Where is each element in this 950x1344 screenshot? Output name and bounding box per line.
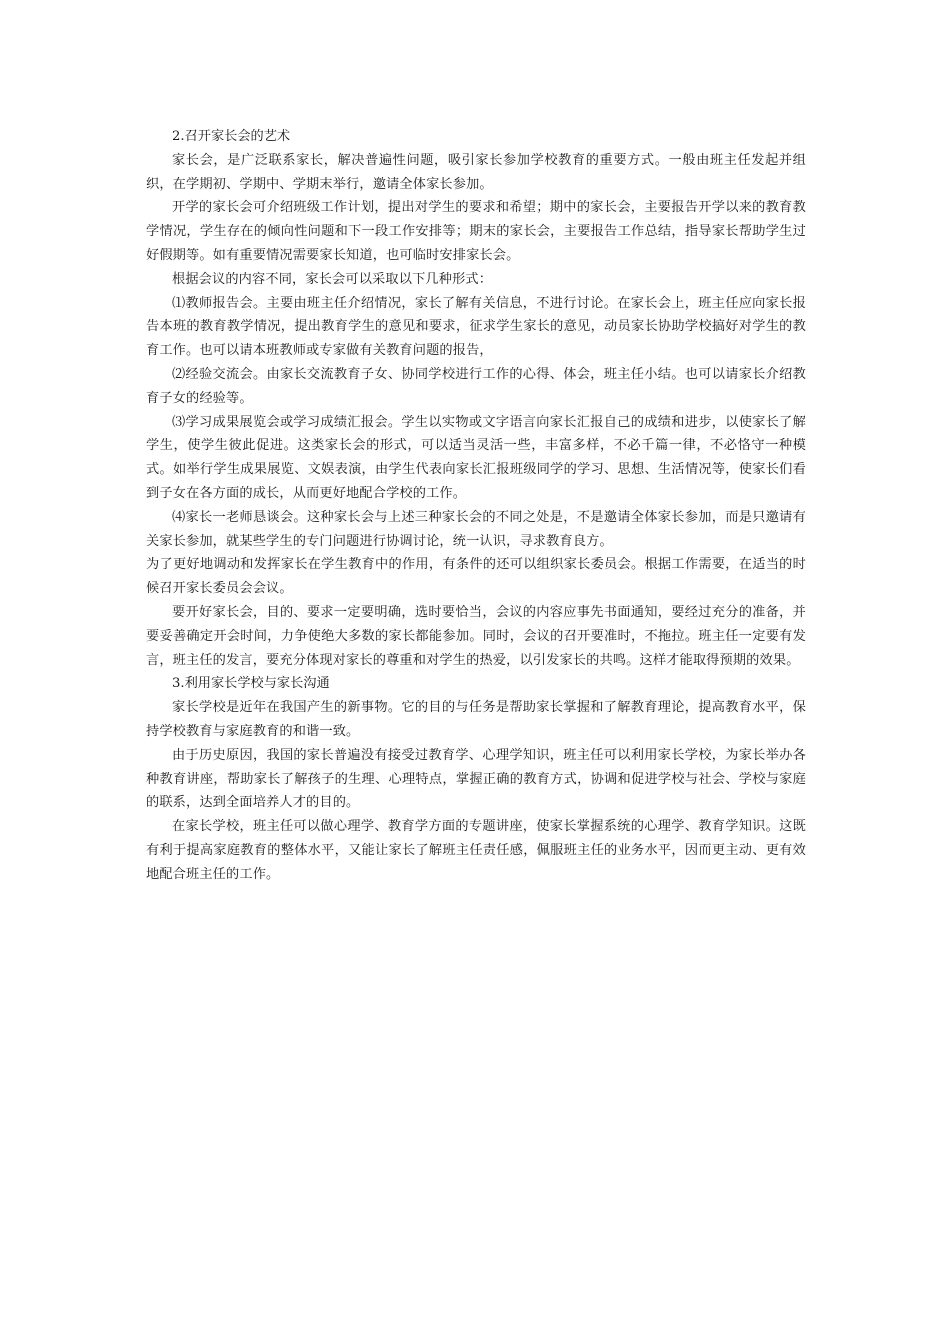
paragraph: 为了更好地调动和发挥家长在学生教育中的作用，有条件的还可以组织家长委员会。根据工作需要，在适当的时候召开家长委员会会议。 (146, 557, 806, 597)
paragraph: 家长会，是广泛联系家长，解决普遍性问题，吸引家长参加学校教育的重要方式。一般由班主任发起并组织，在学期初、学期中、学期末举行，邀请全体家长参加。 (146, 152, 806, 192)
paragraph: 在家长学校，班主任可以做心理学、教育学方面的专题讲座，使家长掌握系统的心理学、教育学知识。这既有利于提高家庭教育的整体水平，又能让家长了解班主任责任感，佩服班主任的业务水平，因而更主动、更有效地配合班主任的工作。 (146, 819, 806, 882)
paragraph: 要开好家长会，目的、要求一定要明确，选时要恰当，会议的内容应事先书面通知，要经过充分的准备，并要妥善确定开会时间，力争使绝大多数的家长都能参加。同时，会议的召开要准时，不拖拉。班主任一定要有发言，班主任的发言，要充分体现对家长的尊重和对学生的热爱，以引发家长的共鸣。这样才能取得预期的效果。 (146, 604, 806, 668)
list-item-teacher-report: ⑴教师报告会。主要由班主任介绍情况，家长了解有关信息，不进行讨论。在家长会上，班主任应向家长报告本班的教育教学情况，提出教育学生的意见和要求，征求学生家长的意见，动员家长协助学校搞好对学生的教育工作。也可以请本班教师或专家做有关教育问题的报告， (146, 295, 806, 359)
list-item-achievement-exhibition: ⑶学习成果展览会或学习成绩汇报会。学生以实物或文字语言向家长汇报自己的成绩和进步，以使家长了解学生，使学生彼此促进。这类家长会的形式，可以适当灵活一些，丰富多样，不必千篇一律，不必恪守一种模式。如举行学生成果展览、文娱表演，由学生代表向家长汇报班级同学的学习、思想、生活情况等，使家长们看到子女在各方面的成长，从而更好地配合学校的工作。 (146, 414, 806, 501)
paragraph: 由于历史原因，我国的家长普遍没有接受过教育学、心理学知识，班主任可以利用家长学校，为家长举办各种教育讲座，帮助家长了解孩子的生理、心理特点，掌握正确的教育方式，协调和促进学校与社会、学校与家庭的联系，达到全面培养人才的目的。 (146, 747, 806, 811)
list-item-parent-teacher-talk: ⑷家长一老师恳谈会。这种家长会与上述三种家长会的不同之处是，不是邀请全体家长参加，而是只邀请有关家长参加，就某些学生的专门问题进行协调讨论，统一认识，寻求教育良方。 (146, 509, 806, 549)
paragraph: 家长学校是近年在我国产生的新事物。它的目的与任务是帮助家长掌握和了解教育理论，提高教育水平，保持学校教育与家庭教育的和谐一致。 (146, 700, 806, 739)
paragraph: 开学的家长会可介绍班级工作计划，提出对学生的要求和希望；期中的家长会，主要报告开学以来的教育教学情况，学生存在的倾向性问题和下一段工作安排等；期末的家长会，主要报告工作总结，指导家长帮助学生过好假期等。如有重要情况需要家长知道，也可临时安排家长会。 (146, 200, 806, 263)
document-body (146, 125, 806, 887)
list-item-experience-exchange: ⑵经验交流会。由家长交流教育子女、协同学校进行工作的心得、体会，班主任小结。也可以请家长介绍教育子女的经验等。 (146, 366, 806, 406)
section-heading-3: 3.利用家长学校与家长沟通 (172, 676, 330, 692)
section-heading-2: 2.召开家长会的艺术 (172, 129, 291, 144)
paragraph: 根据会议的内容不同，家长会可以采取以下几种形式： (172, 271, 493, 287)
